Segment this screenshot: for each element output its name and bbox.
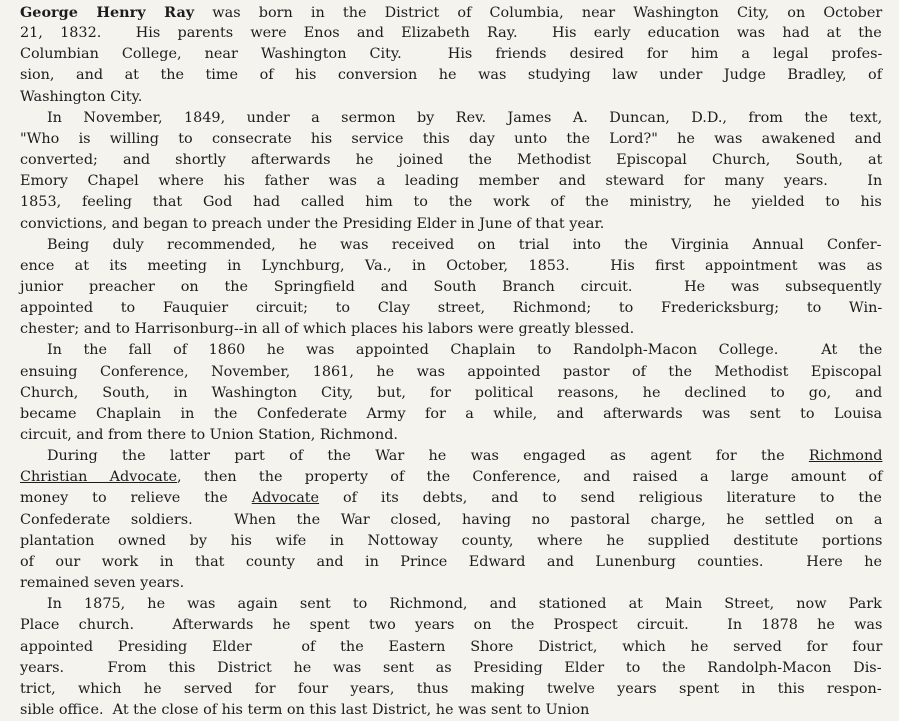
- text-line: [20, 615, 882, 636]
- text-line: [20, 214, 604, 235]
- text-segment: "Who is willing to consecrate his service this day unto the Lord?" he was awakened and: [20, 130, 882, 147]
- text-segment: In 1875, he was again sent to Richmond, and stationed at Main Street, now Park: [47, 596, 882, 613]
- text-line: [20, 488, 882, 509]
- text-segment: 1853, feeling that God had called him to the work of the ministry, he yielded to his: [20, 194, 882, 211]
- text-segment: appointed to Fauquier circuit; to Clay street, Richmond; to Fredericksburg; to Win-: [20, 300, 883, 317]
- text-segment: Washington City.: [20, 88, 143, 105]
- text-segment: sion, and at the time of his conversion he was studying law under Judge Bradley, of: [20, 67, 883, 84]
- text-line: [20, 362, 882, 383]
- text-segment: convictions, and began to preach under the Presiding Elder in June of that year.: [20, 215, 605, 232]
- text-segment: money to relieve the: [20, 490, 252, 507]
- text-line: [20, 573, 184, 594]
- text-line: [20, 44, 882, 65]
- text-line: [20, 256, 882, 277]
- text-segment: junior preacher on the Springfield and South Branch circuit. He was subsequently: [20, 278, 882, 295]
- text-segment: of its debts, and to send religious literature to the: [319, 490, 882, 507]
- subject-name: George Henry Ray: [20, 4, 195, 21]
- text-line: [20, 150, 882, 171]
- text-line: [20, 552, 882, 573]
- text-segment: Confederate soldiers. When the War closed, having no pastoral charge, he settled on a: [20, 511, 883, 528]
- text-segment: , then the property of the Conference, and raised a large amount of: [176, 469, 883, 486]
- text-segment: Place church. Afterwards he spent two years on the Prospect circuit. In 1878 he was: [20, 617, 883, 634]
- text-segment: During the latter part of the War he was engaged as agent for the: [47, 448, 809, 465]
- text-line: [20, 2, 882, 23]
- text-segment: ence at its meeting in Lynchburg, Va., in October, 1853. His first appointment was as: [20, 257, 883, 274]
- text-line: [20, 425, 398, 446]
- text-segment: years. From this District he was sent as Presiding Elder to the Randolph-Macon Dis-: [20, 659, 882, 676]
- text-segment: plantation owned by his wife in Nottoway county, where he supplied destitute portions: [20, 532, 883, 549]
- text-segment: Emory Chapel where his father was a leading member and steward for many years. In: [20, 173, 883, 190]
- text-line: [20, 637, 882, 658]
- text-segment: became Chaplain in the Confederate Army for a while, and afterwards was sent to Louisa: [20, 405, 883, 422]
- text-segment: appointed Presiding Elder of the Eastern Shore District, which he served for four: [20, 638, 883, 655]
- text-line: [20, 467, 882, 488]
- text-segment: circuit, and from there to Union Station, Richmond.: [20, 427, 399, 443]
- paragraph-first-line: [20, 340, 882, 361]
- paragraph-first-line: [20, 235, 882, 256]
- text-line: [20, 171, 882, 192]
- text-segment: 21, 1832. His parents were Enos and Elizabeth Ray. His early education was had at the: [20, 25, 882, 42]
- text-line: [20, 383, 882, 404]
- text-segment: remained seven years.: [20, 575, 185, 592]
- text-line: [20, 510, 882, 531]
- text-segment: converted; and shortly afterwards he joined the Methodist Episcopal Church, South, at: [20, 152, 883, 169]
- text-line: [20, 531, 882, 552]
- text-line: [20, 404, 882, 425]
- text-line: [20, 277, 882, 298]
- paragraph-first-line: [20, 594, 882, 615]
- text-line: [20, 298, 882, 319]
- text-segment: ensuing Conference, November, 1861, he was appointed pastor of the Methodist Episcopal: [20, 363, 882, 380]
- text-segment: trict, which he served for four years, thus making twelve years spent in this respon-: [20, 680, 882, 697]
- text-segment: chester; and to Harrisonburg--in all of which places his labors were greatly blessed.: [20, 321, 635, 338]
- text-line: [20, 23, 882, 44]
- text-segment: was born in the District of Columbia, near Washington City, on October: [194, 5, 883, 21]
- text-line: [20, 129, 882, 150]
- underlined-title: Advocate: [251, 490, 320, 507]
- underlined-title: Christian Advocate: [20, 469, 177, 486]
- text-segment: Columbian College, near Washington City. His friends desired for him a legal profes-: [20, 46, 883, 63]
- paragraph-first-line: [20, 108, 882, 129]
- text-segment: Church, South, in Washington City, but, for political reasons, he declined to go, and: [20, 384, 883, 401]
- text-segment: In the fall of 1860 he was appointed Chaplain to Randolph-Macon College. At the: [47, 342, 883, 359]
- text-segment: Being duly recommended, he was received on trial into the Virginia Annual Confer-: [47, 236, 882, 253]
- text-segment: of our work in that county and in Prince Edward and Lunenburg counties. Here he: [20, 553, 882, 570]
- text-line: [20, 700, 589, 721]
- text-line: [20, 679, 882, 700]
- paragraph-first-line: [20, 446, 882, 467]
- text-segment: In November, 1849, under a sermon by Rev. James A. Duncan, D.D., from the text,: [47, 109, 883, 126]
- text-line: [20, 319, 634, 340]
- text-line: [20, 87, 142, 108]
- text-line: [20, 65, 882, 86]
- text-segment: sible office. At the close of his term on this last District, he was sent to Union: [20, 701, 590, 718]
- text-line: [20, 192, 882, 213]
- text-line: [20, 658, 882, 679]
- underlined-title: Richmond: [808, 448, 883, 465]
